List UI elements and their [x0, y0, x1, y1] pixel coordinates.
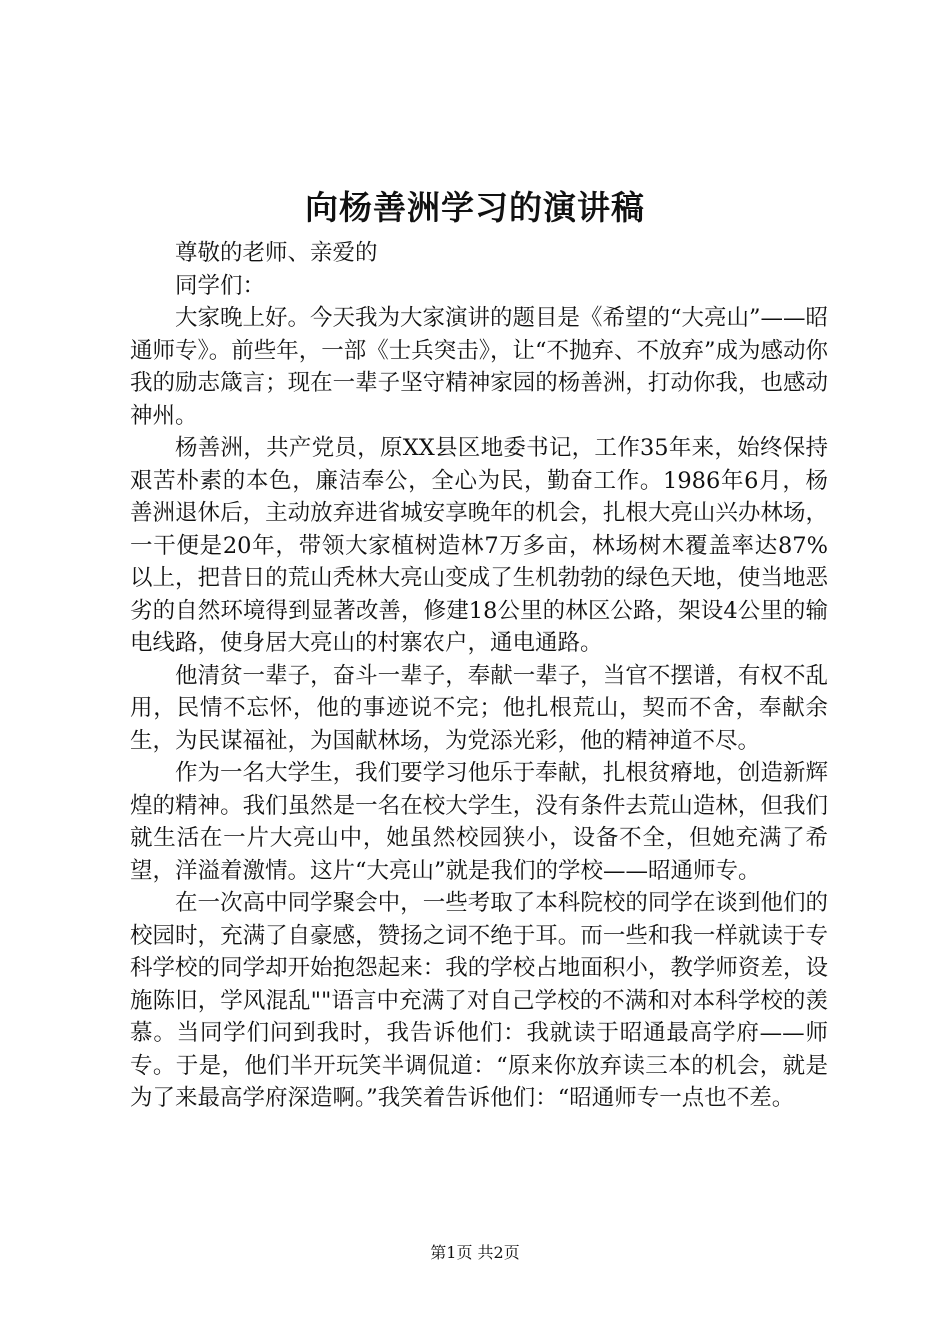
paragraph-3: 他清贫一辈子，奋斗一辈子，奉献一辈子，当官不摆谱，有权不乱用，民情不忘怀，他的事迹说不完；他扎根荒山，契而不舍，奉献余生，为民谋福祉，为国献林场，为党添光彩，他的精神道不尽。 [130, 662, 828, 754]
document-title: 向杨善洲学习的演讲稿 [305, 188, 645, 227]
paragraph-salutation-continued: 同学们： [175, 272, 266, 299]
paragraph-1: 大家晚上好。今天我为大家演讲的题目是《希望的“大亮山”——昭通师专》。前些年，一部《士兵突击》，让“不抛弃、不放弃”成为感动你我的励志箴言；现在一辈子坚守精神家园的杨善洲，打动你我，也感动神州。 [130, 305, 829, 429]
document-body [130, 237, 828, 1115]
paragraph-5: 在一次高中同学聚会中，一些考取了本科院校的同学在谈到他们的校园时，充满了自豪感，赞扬之词不绝于耳。而一些和我一样就读于专科学校的同学却开始抱怨起来：我的学校占地面积小，教学师资差，设施陈旧，学风混乱""语言中充满了对自己学校的不满和对本科学校的羡慕。当同学们问到我时，我告诉他们：我就读于昭通最高学府——师专。于是，他们半开玩笑半调侃道：“原来你放弃读三本的机会，就是为了来最高学府深造啊。”我笑着告诉他们：“昭通师专一点也不差。 [130, 890, 828, 1111]
paragraph-2: 杨善洲，共产党员，原XX县区地委书记，工作35年来，始终保持艰苦朴素的本色，廉洁奉公，全心为民，勤奋工作。1986年6月，杨善洲退休后，主动放弃进省城安享晚年的机会，扎根大亮山兴办林场，一干便是20年，带领大家植树造林7万多亩，林场树木覆盖率达87%以上，把昔日的荒山秃林大亮山变成了生机勃勃的绿色天地，使当地恶劣的自然环境得到显著改善，修建18公里的林区公路，架设4公里的输电线路，使身居大亮山的村寨农户，通电通路。 [130, 435, 828, 656]
paragraph-salutation: 尊敬的老师、亲爱的 [175, 240, 378, 266]
paragraph-4: 作为一名大学生，我们要学习他乐于奉献，扎根贫瘠地，创造新辉煌的精神。我们虽然是一名在校大学生，没有条件去荒山造林，但我们就生活在一片大亮山中，她虽然校园狭小，设备不全，但她充满了希望，洋溢着激情。这片“大亮山”就是我们的学校——昭通师专。 [130, 760, 828, 884]
page-number-footer: 第1页 共2页 [430, 1243, 520, 1262]
